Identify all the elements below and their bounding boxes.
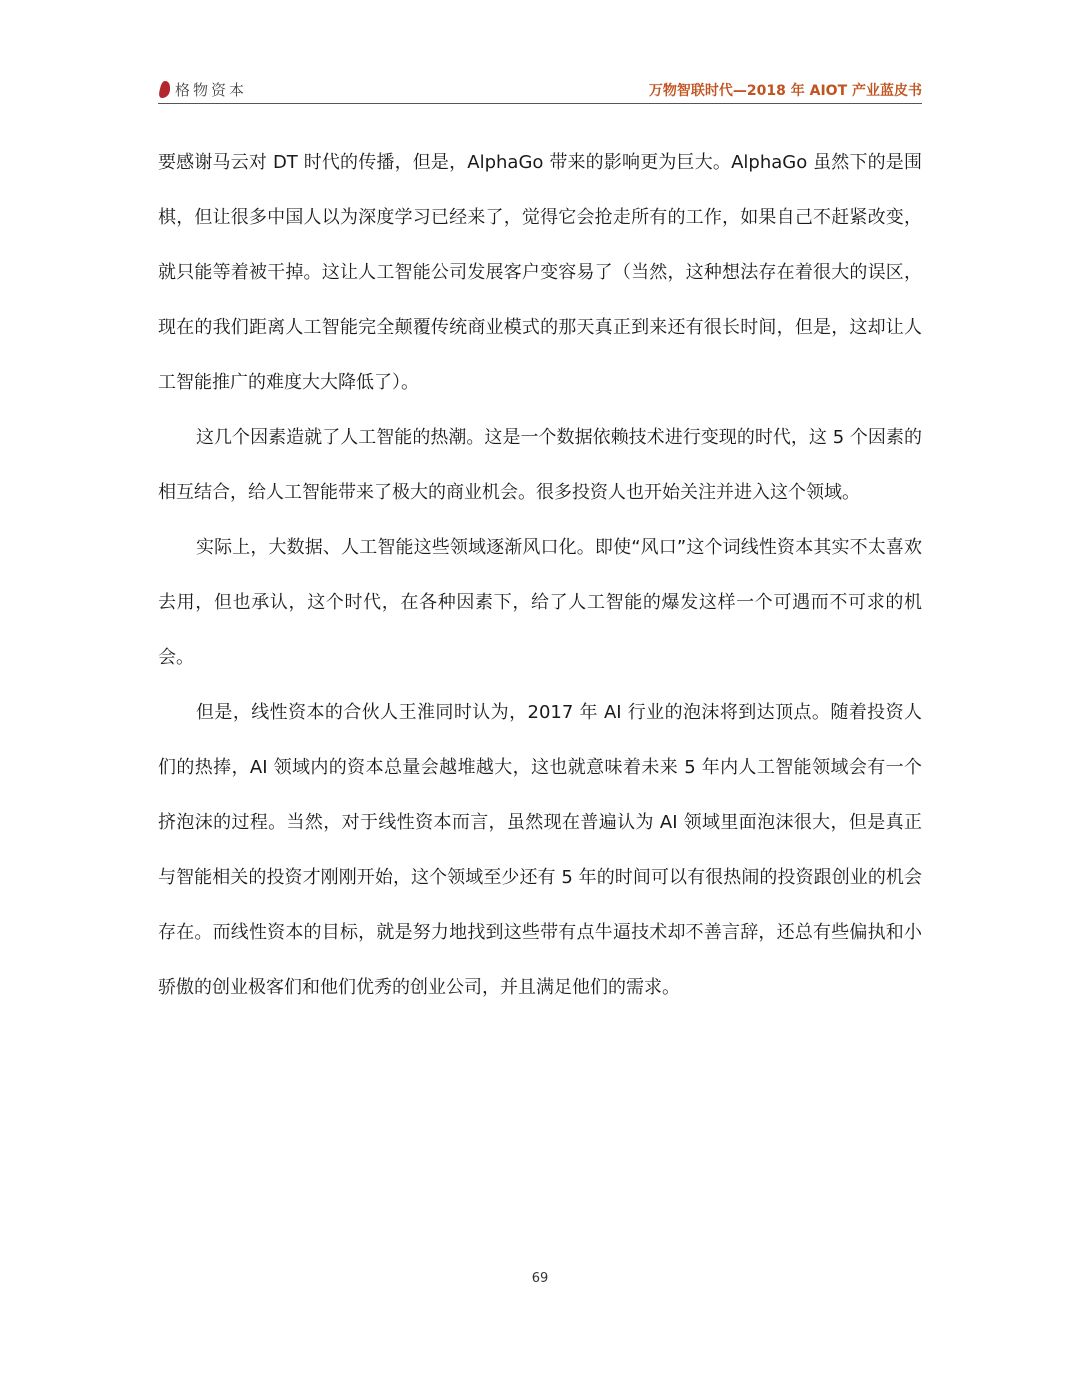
page-number: 69 [531, 1271, 549, 1286]
paragraph: 这几个因素造就了人工智能的热潮。这是一个数据依赖技术进行变现的时代，这 5 个因素的相互结合，给人工智能带来了极大的商业机会。很多投资人也开始关注并进入这个领域。 [158, 427, 922, 503]
logo [158, 78, 247, 100]
logo-mark-icon [158, 80, 171, 99]
logo-text: 格物资本 [175, 80, 248, 99]
paragraph: 要感谢马云对 DT 时代的传播，但是，AlphaGo 带来的影响更为巨大。AlphaGo 虽然下的是围棋，但让很多中国人以为深度学习已经来了，觉得它会抢走所有的工作，如果自己不赶紧改变，就只能等着被干掉。这让人工智能公司发展客户变容易了（当然，这种想法存在着很大的误区，现在的我们距离人工智能完全颠覆传统商业模式的那天真正到来还有很长时间，但是，这却让人工智能推广的难度大大降低了）。 [158, 152, 922, 393]
header-divider [158, 103, 922, 104]
report-title: 万物智联时代—2018 年 AIOT 产业蓝皮书 [648, 83, 922, 99]
paragraph: 实际上，大数据、人工智能这些领域逐渐风口化。即使“风口”这个词线性资本其实不太喜欢去用，但也承认，这个时代，在各种因素下，给了人工智能的爆发这样一个可遇而不可求的机会。 [158, 537, 922, 668]
page-header [158, 72, 922, 106]
document-body [158, 135, 922, 1015]
paragraph: 但是，线性资本的合伙人王淮同时认为，2017 年 AI 行业的泡沫将到达顶点。随着投资人们的热捧，AI 领域内的资本总量会越堆越大，这也就意味着未来 5 年内人工智能领域会有一个挤泡沫的过程。当然，对于线性资本而言，虽然现在普遍认为 AI 领域里面泡沫很大，但是真正与智能相关的投资才刚刚开始，这个领域至少还有 5 年的时间可以有很热闹的投资跟创业的机会存在。而线性资本的目标，就是努力地找到这些带有点牛逼技术却不善言辞，还总有些偏执和小骄傲的创业极客们和他们优秀的创业公司，并且满足他们的需求。 [158, 702, 922, 998]
